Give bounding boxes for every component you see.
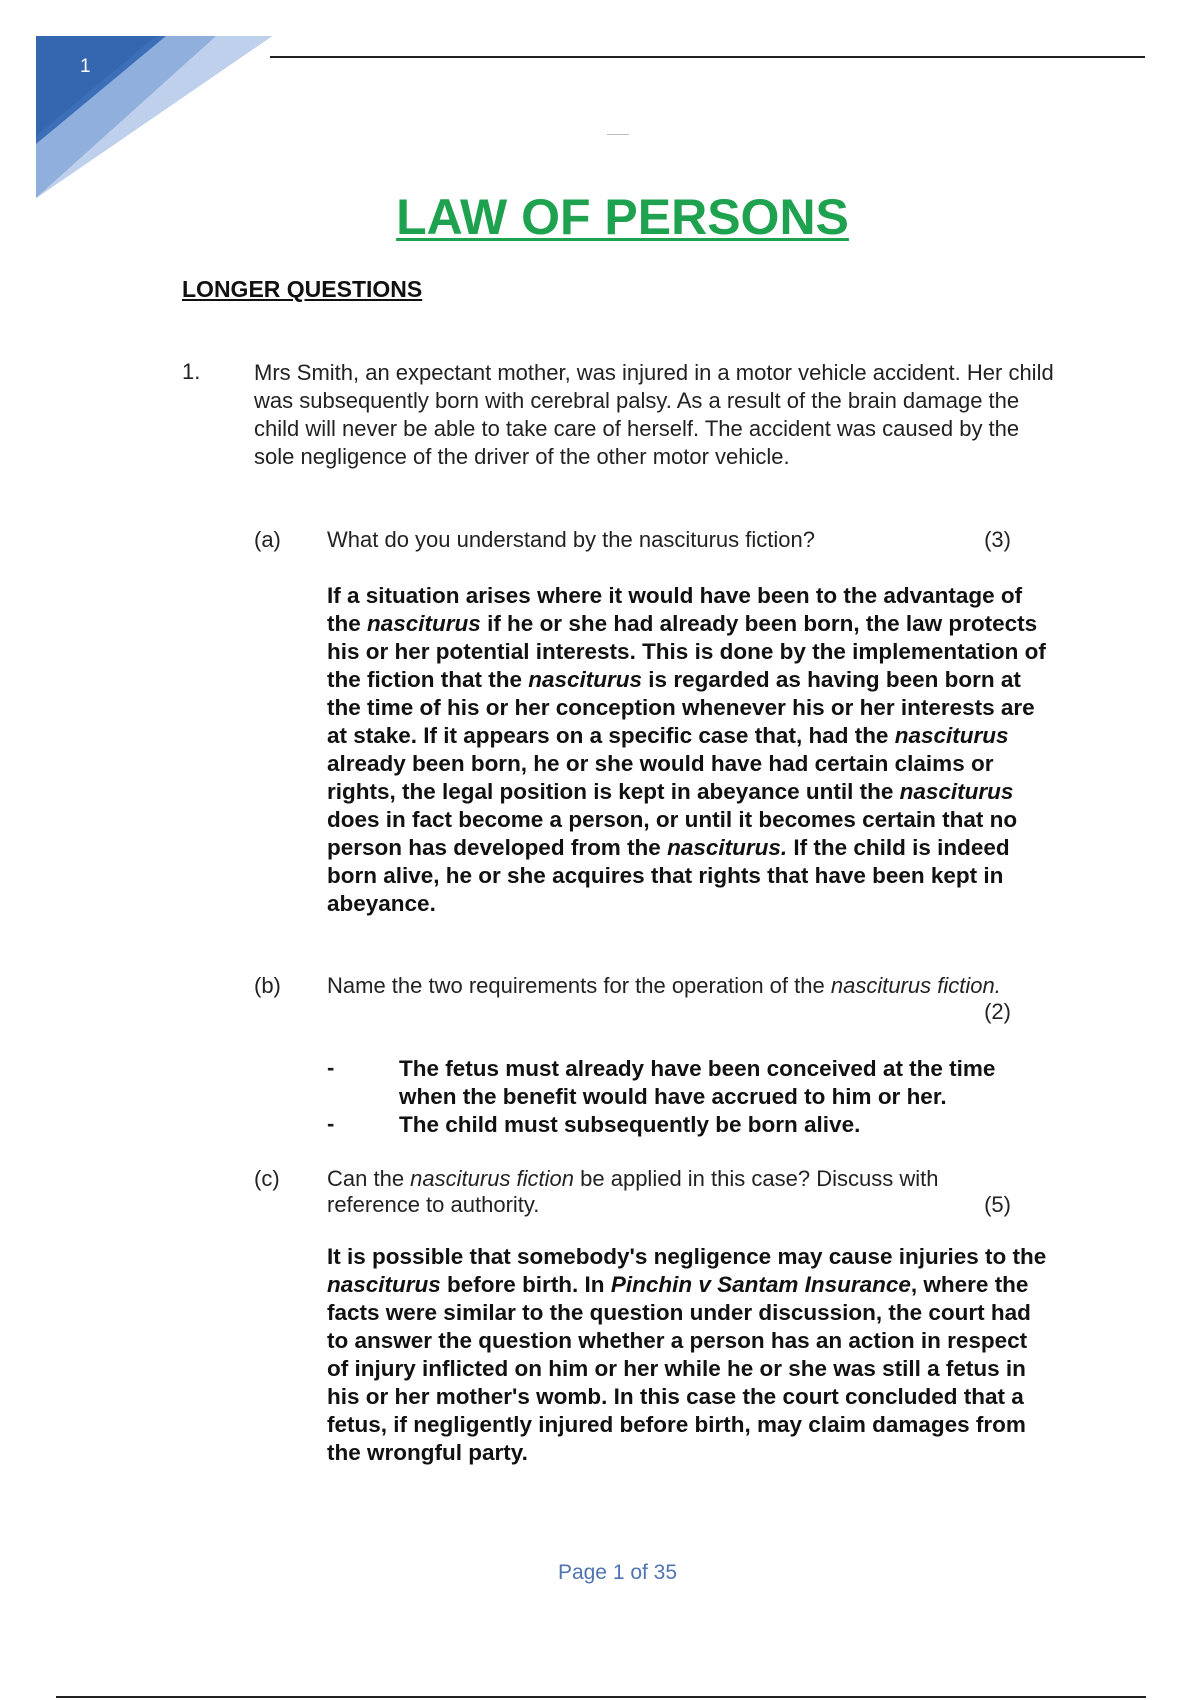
- answer-a-em-1: nasciturus: [367, 611, 481, 636]
- answer-c-em-1: nasciturus: [327, 1272, 441, 1297]
- part-c-question-text-1: Can the: [327, 1166, 411, 1191]
- answer-c-text-3: , where the facts were similar to the question under discussion, the court had to answer the question whether a person has an action in respect of injury inflicted on him or her while he or she was still a fetus in his or her mother's womb. In this case the court concluded that a fetus, if negligently injured before birth, may claim damages from the wrongful party.: [327, 1272, 1031, 1465]
- question-text: Mrs Smith, an expectant mother, was injured in a motor vehicle accident. Her child was subsequently born with cerebral palsy. As a result of the brain damage the child will never be able to take care of herself. The accident was caused by the sole negligence of the driver of the other motor vehicle.: [254, 360, 1054, 469]
- answer-a-text-1: If a situation arises where it would have been to the advantage of the: [327, 583, 1023, 636]
- answer-a-em-5: nasciturus.: [667, 835, 788, 860]
- corner-decoration: [36, 36, 272, 198]
- answer-a-em-4: nasciturus: [899, 779, 1014, 804]
- part-a-question: [327, 527, 1011, 553]
- part-c-letter: (c): [254, 1166, 280, 1191]
- page-footer-label: Page 1 of 35: [557, 1561, 678, 1584]
- answer-a-text-2: if he or she had already been born, the law protects his or her potential interests. This is done by the implementation of the fiction that the: [327, 611, 1046, 692]
- part-b-question: [327, 973, 1011, 1025]
- part-c-marks: (5): [984, 1192, 1011, 1217]
- bullet-item: The fetus must already have been conceived at the time when the benefit would have accrued to him or her.: [399, 1056, 996, 1109]
- answer-a-text-5: does in fact become a person, or until it becomes certain that no person has developed from the: [327, 807, 1018, 860]
- footer-rule: [56, 1696, 1146, 1698]
- document-title: LAW OF PERSONS: [396, 189, 849, 245]
- answer-c-text-2: before birth. In: [440, 1272, 611, 1297]
- bullet-item: The child must subsequently be born alive.: [399, 1112, 861, 1137]
- part-c-question: [327, 1166, 1011, 1218]
- answer-a-text-4: already been born, he or she would have had certain claims or rights, the legal position is kept in abeyance until the: [327, 751, 994, 804]
- part-c-question-em: nasciturus fiction: [410, 1166, 575, 1191]
- answer-a-text-6: If the child is indeed born alive, he or she acquires that rights that have been kept in abeyance.: [327, 835, 1010, 916]
- answer-a-em-3: nasciturus: [894, 723, 1009, 748]
- answer-a-text-3: is regarded as having been born at the time of his or her conception whenever his or her interests are at stake. If it appears on a specific case that, had the: [327, 667, 1035, 748]
- page-number-badge: 1: [80, 56, 91, 77]
- part-b-question-em: nasciturus fiction.: [830, 973, 1001, 998]
- header-rule: [270, 56, 1145, 58]
- part-b-question-text: Name the two requirements for the operation of the: [327, 973, 831, 998]
- bullet-dash: -: [327, 1055, 335, 1080]
- header-mark: [607, 134, 629, 135]
- bullet-dash: -: [327, 1111, 335, 1136]
- answer-a-em-2: nasciturus: [528, 667, 643, 692]
- answer-c-text-1: It is possible that somebody's negligence may cause injuries to the: [327, 1244, 1047, 1269]
- question-number: 1.: [182, 359, 201, 384]
- part-b-letter: (b): [254, 973, 281, 998]
- answer-c-em-2: Pinchin v Santam Insurance: [610, 1272, 911, 1297]
- part-a-letter: (a): [254, 527, 281, 552]
- part-a-question-text: What do you understand by the nasciturus fiction?: [327, 527, 815, 552]
- part-c-question-text-2: be applied in this case? Discuss with reference to authority.: [327, 1166, 939, 1217]
- part-c-answer: [327, 1243, 1052, 1467]
- section-heading: LONGER QUESTIONS: [182, 276, 423, 302]
- part-b-marks: (2): [984, 999, 1011, 1024]
- part-a-marks: (3): [984, 527, 1011, 552]
- part-a-answer: [327, 582, 1052, 918]
